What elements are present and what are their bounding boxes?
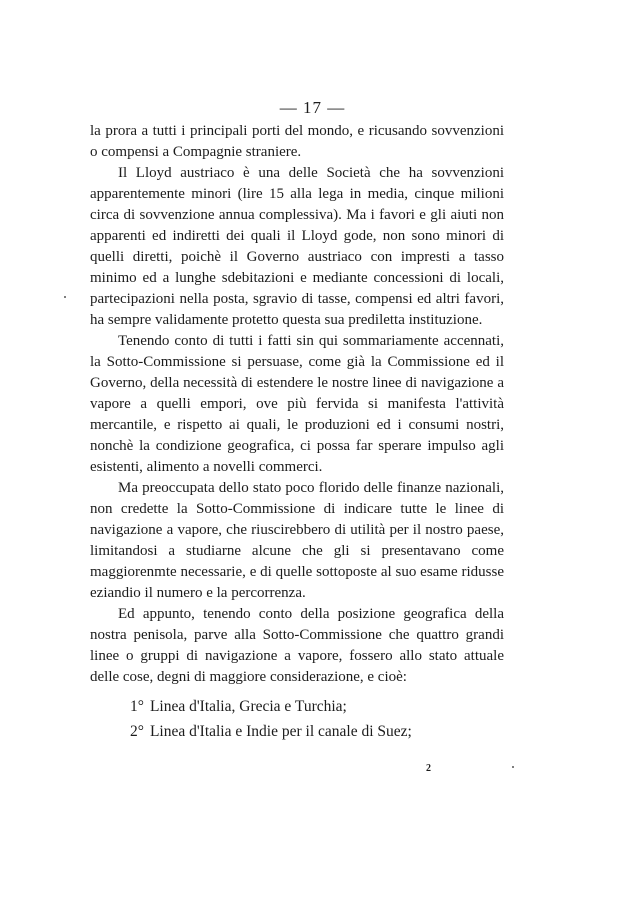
list-item-number: 2° <box>130 723 144 740</box>
line-list <box>90 694 504 744</box>
signature-mark: 2 <box>426 763 431 774</box>
list-item-number: 1° <box>130 698 144 715</box>
page-number-header: — 17 — <box>279 98 346 117</box>
paragraph-1: la prora a tutti i principali porti del mondo, e ricusando sovvenzioni o compensi a Compagnie straniere. <box>90 123 504 160</box>
paragraph-5: Ed appunto, tenendo conto della posizione geografica della nostra penisola, parve alla Sotto-Commissione che quattro grandi linee o gruppi di navigazione a vapore, fossero allo stato attuale delle cose, degni di maggiore considerazione, e cioè: <box>90 606 504 685</box>
ink-speck <box>512 766 514 768</box>
ink-speck <box>64 296 66 298</box>
paragraph-2: Il Lloyd austriaco è una delle Società che ha sovvenzioni apparentemente minori (lire 15 alla lega in media, cinque milioni circa di sovvenzione annua complessiva). Ma i favori e gli aiuti non apparenti ed indiretti dei quali il Lloyd gode, non sono minori di quelli diretti, poichè il Governo austriaco con impresti a tasso minimo ed a lunghe sdebitazioni e mediante concessioni di locali, partecipazioni nella posta, sgravio di tasse, compensi ed altri favori, ha sempre validamente protetto questa sua prediletta instituzione. <box>90 165 504 328</box>
list-item-text: Linea d'Italia e Indie per il canale di Suez; <box>149 723 412 740</box>
paragraph-3: Tenendo conto di tutti i fatti sin qui sommariamente accennati, la Sotto-Commissione si persuase, come già la Commissione ed il Governo, della necessità di estendere le nostre linee di navigazione a vapore a quelli empori, ove più fervida si manifesta l'attività mercantile, e rispetto ai quali, le produzioni ed i consumi nostri, nonchè la condizione geografica, ci possa far sperare impulso agli esistenti, alimento a novelli commerci. <box>90 333 504 475</box>
list-item <box>130 694 504 719</box>
list-item <box>130 719 504 744</box>
paragraph-4: Ma preoccupata dello stato poco florido delle finanze nazionali, non credette la Sotto-Commissione di indicare tutte le linee di navigazione a vapore, che riuscirebbero di utilità per il nostro paese, limitandosi a studiarne alcune che gli si presentavano come maggiorenmte necessarie, e di quelle sottoposte al suo esame ridusse eziandio il numero e la percorrenza. <box>90 480 504 601</box>
list-item-text: Linea d'Italia, Grecia e Turchia; <box>149 698 347 715</box>
body-text <box>90 121 504 744</box>
